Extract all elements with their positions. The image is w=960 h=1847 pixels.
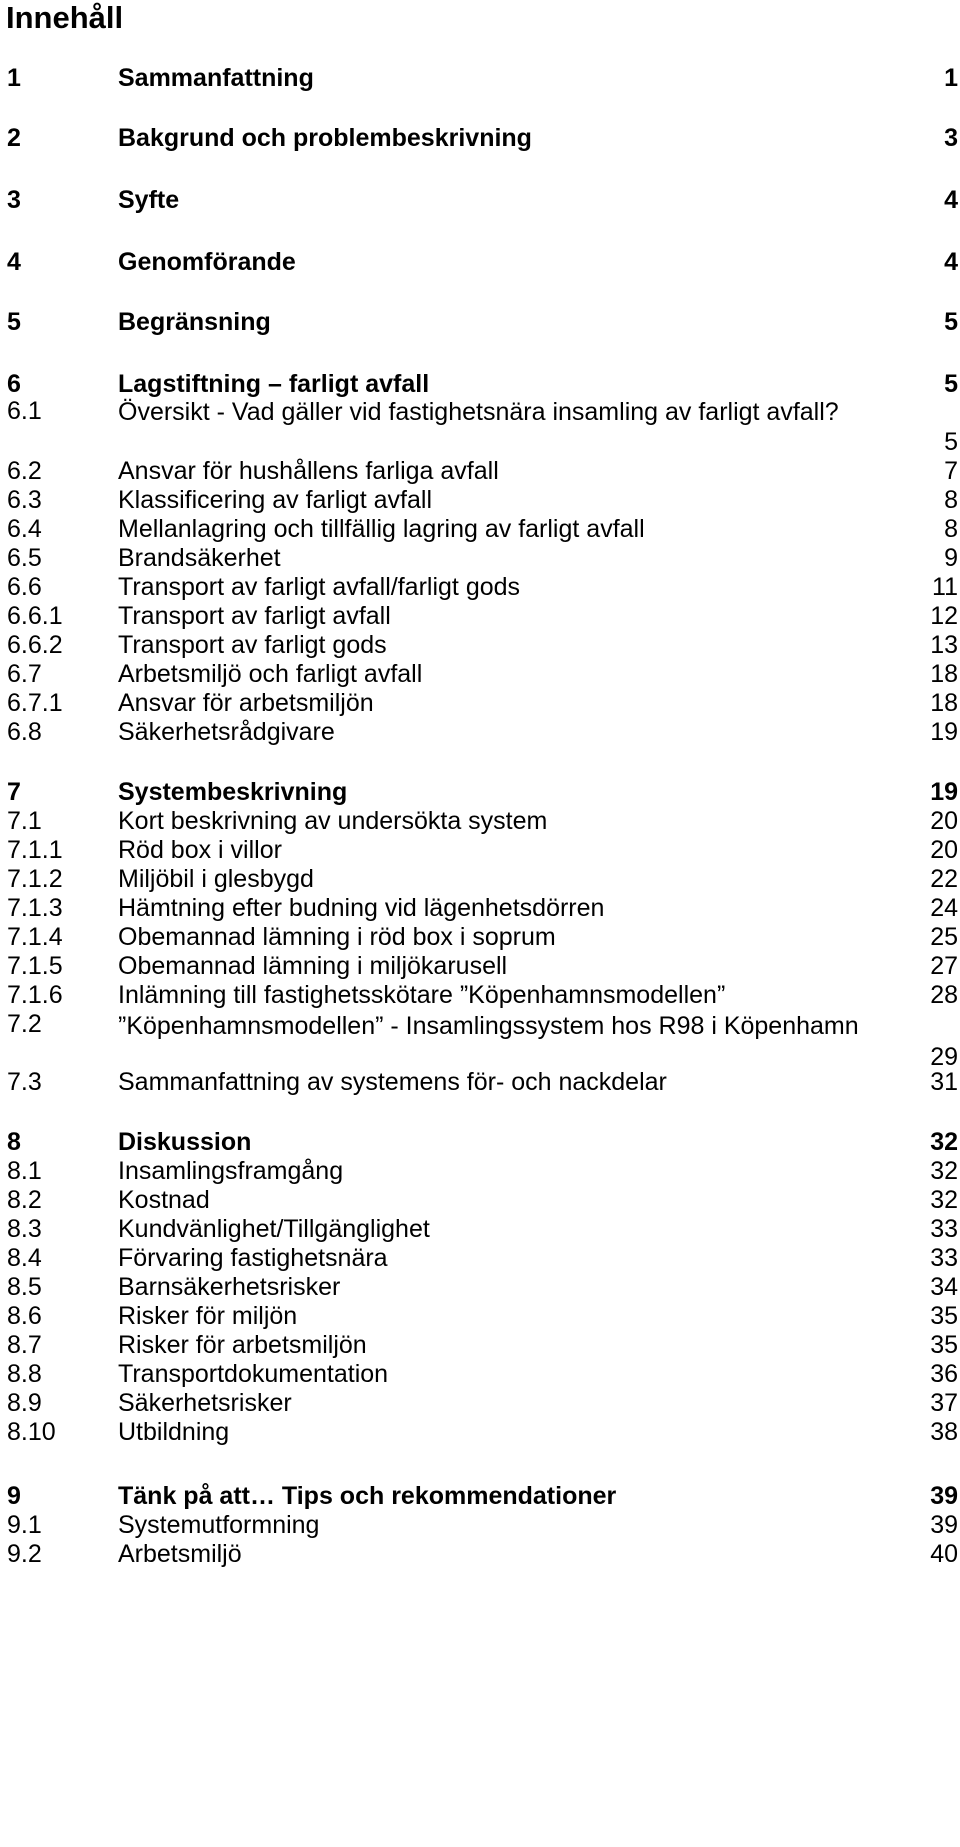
toc-entry-number: 7.1.5 [7, 952, 63, 980]
toc-entry-number: 9 [7, 1482, 21, 1510]
toc-entry-page: 34 [930, 1273, 958, 1301]
toc-entry-page: 8 [944, 486, 958, 514]
toc-entry-number: 8 [7, 1128, 21, 1156]
toc-entry-title: Kundvänlighet/Tillgänglighet [118, 1215, 430, 1243]
toc-entry-title: Röd box i villor [118, 836, 282, 864]
toc-entry-page: 18 [930, 689, 958, 717]
toc-entry-title: Diskussion [118, 1128, 252, 1156]
toc-entry-number: 2 [7, 124, 21, 152]
toc-entry-title: Kort beskrivning av undersökta system [118, 807, 548, 835]
toc-entry-title: Kostnad [118, 1186, 210, 1214]
toc-entry-title: Begränsning [118, 308, 271, 336]
toc-entry-page: 31 [930, 1068, 958, 1096]
toc-entry-number: 8.1 [7, 1157, 42, 1185]
toc-entry-number: 7 [7, 778, 21, 806]
toc-entry-title: Insamlingsframgång [118, 1157, 344, 1185]
toc-entry-number: 4 [7, 248, 21, 276]
toc-entry-title: Transport av farligt avfall/farligt gods [118, 573, 521, 601]
toc-entry-page: 25 [930, 923, 958, 951]
toc-entry-number: 8.2 [7, 1186, 42, 1214]
toc-entry-title: Syfte [118, 186, 180, 214]
toc-entry-page: 4 [944, 248, 958, 276]
toc-entry-number: 1 [7, 64, 21, 92]
toc-entry-number: 6 [7, 370, 21, 398]
toc-entry-number: 6.2 [7, 457, 42, 485]
toc-entry-number: 7.2 [7, 1010, 42, 1038]
toc-entry-number: 8.5 [7, 1273, 42, 1301]
toc-entry-page: 20 [930, 836, 958, 864]
toc-entry-number: 5 [7, 308, 21, 336]
toc-entry-page: 35 [930, 1302, 958, 1330]
toc-heading: Innehåll [6, 0, 124, 35]
toc-entry-title: Förvaring fastighetsnära [118, 1244, 388, 1272]
toc-entry-page: 19 [930, 778, 958, 806]
toc-entry-title: Transport av farligt gods [118, 631, 387, 659]
toc-entry-number: 6.6 [7, 573, 42, 601]
toc-entry-title: Barnsäkerhetsrisker [118, 1273, 341, 1301]
toc-entry-title: Risker för arbetsmiljön [118, 1331, 367, 1359]
toc-entry-title: Sammanfattning av systemens för- och nackdelar [118, 1068, 667, 1096]
toc-entry-page: 20 [930, 807, 958, 835]
toc-entry-page: 29 [930, 1043, 958, 1071]
toc-entry-page: 32 [930, 1157, 958, 1185]
toc-entry-title: Bakgrund och problembeskrivning [118, 124, 532, 152]
toc-entry-number: 6.6.2 [7, 631, 63, 659]
toc-entry-page: 8 [944, 515, 958, 543]
toc-entry-title: Systemutformning [118, 1511, 320, 1539]
toc-entry-page: 12 [930, 602, 958, 630]
toc-entry-page: 5 [944, 428, 958, 456]
toc-entry-title: Arbetsmiljö och farligt avfall [118, 660, 423, 688]
toc-entry-number: 6.3 [7, 486, 42, 514]
toc-entry-page: 7 [944, 457, 958, 485]
toc-entry-title: Ansvar för arbetsmiljön [118, 689, 374, 717]
toc-entry-number: 9.1 [7, 1511, 42, 1539]
toc-entry-title: Genomförande [118, 248, 296, 276]
toc-entry-page: 28 [930, 981, 958, 1009]
toc-entry-title: Säkerhetsrisker [118, 1389, 292, 1417]
toc-entry-page: 1 [944, 64, 958, 92]
toc-entry-title: Risker för miljön [118, 1302, 298, 1330]
toc-entry-title: Transport av farligt avfall [118, 602, 391, 630]
toc-entry-number: 6.7.1 [7, 689, 63, 717]
toc-entry-title: Miljöbil i glesbygd [118, 865, 314, 893]
toc-entry-title: Utbildning [118, 1418, 230, 1446]
toc-entry-page: 33 [930, 1215, 958, 1243]
toc-entry-number: 8.8 [7, 1360, 42, 1388]
toc-entry-title: Obemannad lämning i röd box i soprum [118, 923, 556, 951]
toc-entry-number: 8.3 [7, 1215, 42, 1243]
toc-entry-page: 37 [930, 1389, 958, 1417]
toc-entry-page: 3 [944, 124, 958, 152]
toc-entry-number: 7.1.1 [7, 836, 63, 864]
toc-entry-page: 9 [944, 544, 958, 572]
toc-entry-number: 8.7 [7, 1331, 42, 1359]
toc-entry-title: ”Köpenhamnsmodellen” - Insamlingssystem hos R98 i Köpenhamn [118, 1012, 859, 1040]
toc-entry-page: 13 [930, 631, 958, 659]
toc-entry-page: 39 [930, 1482, 958, 1510]
toc-entry-title: Inlämning till fastighetsskötare ”Köpenhamnsmodellen” [118, 981, 726, 1009]
toc-entry-page: 11 [932, 573, 958, 601]
toc-entry-number: 7.3 [7, 1068, 42, 1096]
toc-entry-number: 8.4 [7, 1244, 42, 1272]
toc-entry-number: 7.1.4 [7, 923, 63, 951]
toc-entry-title: Obemannad lämning i miljökarusell [118, 952, 508, 980]
toc-entry-page: 18 [930, 660, 958, 688]
toc-entry-title: Brandsäkerhet [118, 544, 281, 572]
toc-entry-number: 8.10 [7, 1418, 56, 1446]
toc-entry-page: 38 [930, 1418, 958, 1446]
toc-entry-title: Sammanfattning [118, 64, 314, 92]
toc-entry-page: 24 [930, 894, 958, 922]
toc-entry-number: 6.4 [7, 515, 42, 543]
toc-entry-page: 27 [930, 952, 958, 980]
toc-entry-number: 6.1 [7, 397, 42, 425]
toc-entry-page: 39 [930, 1511, 958, 1539]
toc-entry-number: 6.5 [7, 544, 42, 572]
toc-entry-number: 7.1 [7, 807, 42, 835]
toc-entry-title: Översikt - Vad gäller vid fastighetsnära insamling av farligt avfall? [118, 398, 839, 426]
toc-entry-title: Klassificering av farligt avfall [118, 486, 433, 514]
toc-entry-page: 5 [944, 370, 958, 398]
toc-entry-page: 4 [944, 186, 958, 214]
toc-entry-title: Transportdokumentation [118, 1360, 389, 1388]
toc-entry-page: 32 [930, 1186, 958, 1214]
toc-entry-number: 8.6 [7, 1302, 42, 1330]
toc-entry-number: 6.6.1 [7, 602, 63, 630]
toc-entry-number: 8.9 [7, 1389, 42, 1417]
toc-entry-number: 7.1.3 [7, 894, 63, 922]
toc-entry-title: Hämtning efter budning vid lägenhetsdörren [118, 894, 605, 922]
toc-entry-title: Tänk på att… Tips och rekommendationer [118, 1482, 617, 1510]
toc-entry-page: 19 [930, 718, 958, 746]
toc-entry-title: Arbetsmiljö [118, 1540, 242, 1568]
toc-entry-title: Ansvar för hushållens farliga avfall [118, 457, 499, 485]
toc-entry-number: 6.7 [7, 660, 42, 688]
toc-entry-page: 22 [930, 865, 958, 893]
toc-entry-number: 7.1.6 [7, 981, 63, 1009]
toc-entry-title: Lagstiftning – farligt avfall [118, 370, 430, 398]
toc-entry-page: 35 [930, 1331, 958, 1359]
toc-entry-number: 9.2 [7, 1540, 42, 1568]
toc-entry-number: 7.1.2 [7, 865, 63, 893]
toc-entry-title: Säkerhetsrådgivare [118, 718, 335, 746]
toc-entry-title: Systembeskrivning [118, 778, 348, 806]
toc-entry-page: 32 [930, 1128, 958, 1156]
toc-entry-page: 5 [944, 308, 958, 336]
toc-entry-number: 3 [7, 186, 21, 214]
toc-entry-number: 6.8 [7, 718, 42, 746]
toc-entry-page: 33 [930, 1244, 958, 1272]
toc-entry-page: 40 [930, 1540, 958, 1568]
toc-entry-page: 36 [930, 1360, 958, 1388]
toc-entry-title: Mellanlagring och tillfällig lagring av farligt avfall [118, 515, 645, 543]
